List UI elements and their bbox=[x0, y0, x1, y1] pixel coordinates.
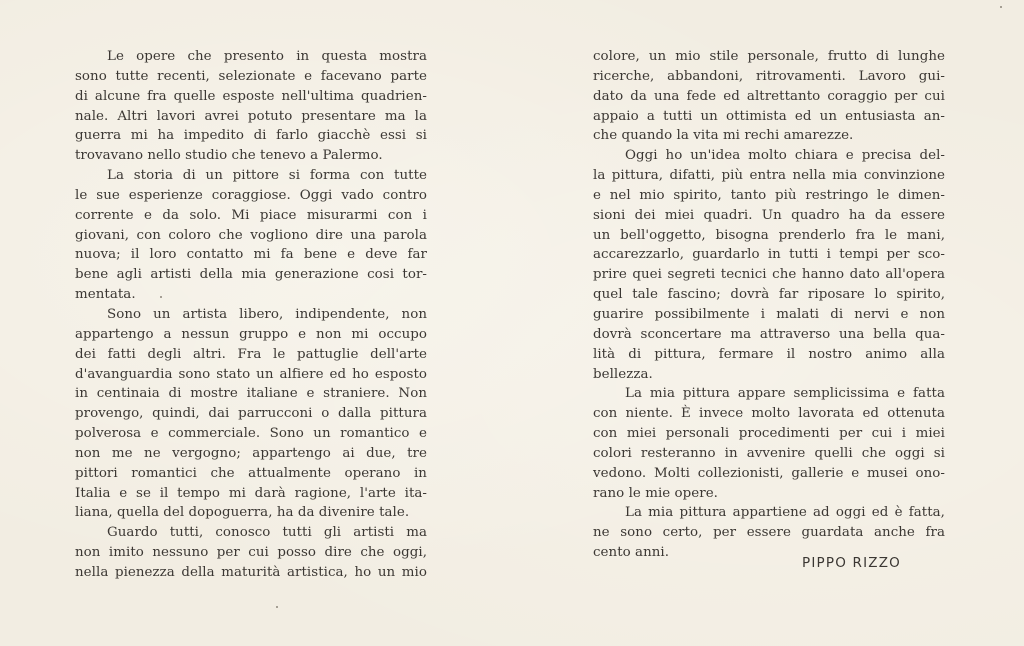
paragraph bbox=[593, 146, 945, 384]
text-line: in centinaia di mostre italiane e straniere. Non bbox=[75, 386, 427, 402]
text-line: con niente. È invece molto lavorata ed ottenuta bbox=[593, 406, 945, 422]
text-line: La storia di un pittore si forma con tutte bbox=[107, 168, 427, 184]
right-column bbox=[593, 47, 945, 563]
text-line: nuova; il loro contatto mi fa bene e deve far bbox=[75, 247, 427, 263]
paragraph bbox=[75, 523, 427, 583]
text-line: pittori romantici che attualmente operano in bbox=[75, 465, 427, 481]
text-line: provengo, quindi, dai parrucconi o dalla pittura bbox=[75, 406, 427, 422]
text-line: polverosa e commerciale. Sono un romantico e bbox=[75, 426, 427, 442]
paragraph bbox=[75, 166, 427, 305]
text-line: Le opere che presento in questa mostra bbox=[107, 49, 427, 64]
text-line: mentata. bbox=[75, 287, 136, 303]
text-line: giovani, con coloro che vogliono dire una parola bbox=[75, 227, 427, 243]
text-line: La mia pittura appare semplicissima e fatta bbox=[625, 386, 945, 402]
text-line: nale. Altri lavori avrei potuto presentare ma la bbox=[75, 108, 427, 124]
paper-speck bbox=[160, 296, 162, 298]
text-line: un bell'oggetto, bisogna prenderlo fra le mani, bbox=[593, 227, 945, 243]
text-line: dato da una fede ed altrettanto coraggio per cui bbox=[593, 88, 945, 104]
text-line: Sono un artista libero, indipendente, non bbox=[107, 306, 427, 322]
text-line: non me ne vergogno; appartengo ai due, tre bbox=[75, 445, 427, 461]
text-line: trovavano nello studio che tenevo a Palermo. bbox=[75, 148, 383, 164]
text-line: liana, quella del dopoguerra, ha da divenire tale. bbox=[75, 505, 410, 521]
text-line: le sue esperienze coraggiose. Oggi vado contro bbox=[75, 187, 427, 203]
text-line: guarire possibilmente i malati di nervi e non bbox=[593, 306, 945, 322]
text-line: dei fatti degli altri. Fra le pattuglie dell'arte bbox=[75, 346, 427, 362]
text-line: lità di pittura, fermare il nostro animo alla bbox=[593, 346, 945, 362]
text-line: nella pienezza della maturità artistica, ho un mio bbox=[75, 564, 427, 580]
text-line: accarezzarlo, guardarlo in tutti i tempi per sco- bbox=[593, 247, 945, 263]
text-line: bene agli artisti della mia generazione cosi tor- bbox=[75, 267, 427, 283]
paragraph bbox=[593, 47, 945, 146]
text-line: bellezza. bbox=[593, 366, 653, 382]
text-line: colore, un mio stile personale, frutto di lunghe bbox=[593, 49, 945, 64]
left-column bbox=[75, 47, 427, 583]
text-line: quel tale fascino; dovrà far riposare lo spirito, bbox=[593, 287, 945, 303]
text-line: vedono. Molti collezionisti, gallerie e musei ono- bbox=[593, 465, 945, 481]
paper-speck bbox=[276, 606, 278, 608]
text-line: ricerche, abbandoni, ritrovamenti. Lavoro gui- bbox=[593, 68, 945, 84]
text-line: appaio a tutti un ottimista ed un entusiasta an- bbox=[593, 108, 945, 124]
text-line: con miei personali procedimenti per cui i miei bbox=[593, 426, 945, 442]
text-line: di alcune fra quelle esposte nell'ultima quadrien- bbox=[75, 88, 427, 104]
text-line: dovrà sconcertare ma attraverso una bella qua- bbox=[593, 326, 945, 342]
text-line: cento anni. bbox=[593, 545, 670, 561]
paper-speck bbox=[1000, 6, 1002, 8]
text-line: sioni dei miei quadri. Un quadro ha da essere bbox=[593, 207, 945, 223]
text-line: Italia e se il tempo mi darà ragione, l'arte ita- bbox=[75, 485, 427, 501]
text-line: Oggi ho un'idea molto chiara e precisa del- bbox=[625, 148, 945, 164]
text-line: corrente e da solo. Mi piace misurarmi con i bbox=[75, 207, 427, 223]
paragraph bbox=[75, 47, 427, 166]
text-line: rano le mie opere. bbox=[593, 485, 718, 501]
text-line: d'avanguardia sono stato un alfiere ed ho esposto bbox=[75, 366, 427, 382]
text-line: ne sono certo, per essere guardata anche fra bbox=[593, 525, 945, 541]
text-line: e nel mio spirito, tanto più restringo le dimen- bbox=[593, 187, 945, 203]
text-line: non imito nessuno per cui posso dire che oggi, bbox=[75, 545, 427, 561]
text-line: La mia pittura appartiene ad oggi ed è fatta, bbox=[625, 505, 945, 521]
author-signature: PIPPO RIZZO bbox=[802, 555, 902, 571]
text-line: colori resteranno in avvenire quelli che oggi si bbox=[593, 445, 945, 461]
paragraph bbox=[75, 305, 427, 523]
text-line: che quando la vita mi rechi amarezze. bbox=[593, 128, 854, 144]
text-line: sono tutte recenti, selezionate e facevano parte bbox=[75, 68, 427, 84]
paragraph bbox=[593, 503, 945, 563]
paragraph bbox=[593, 384, 945, 503]
text-line: Guardo tutti, conosco tutti gli artisti ma bbox=[107, 525, 427, 541]
text-line: prire quei segreti tecnici che hanno dato all'opera bbox=[593, 267, 945, 283]
text-line: appartengo a nessun gruppo e non mi occupo bbox=[75, 326, 427, 342]
text-line: la pittura, difatti, più entra nella mia convinzione bbox=[593, 168, 945, 184]
text-line: guerra mi ha impedito di farlo giacchè essi si bbox=[75, 128, 427, 144]
